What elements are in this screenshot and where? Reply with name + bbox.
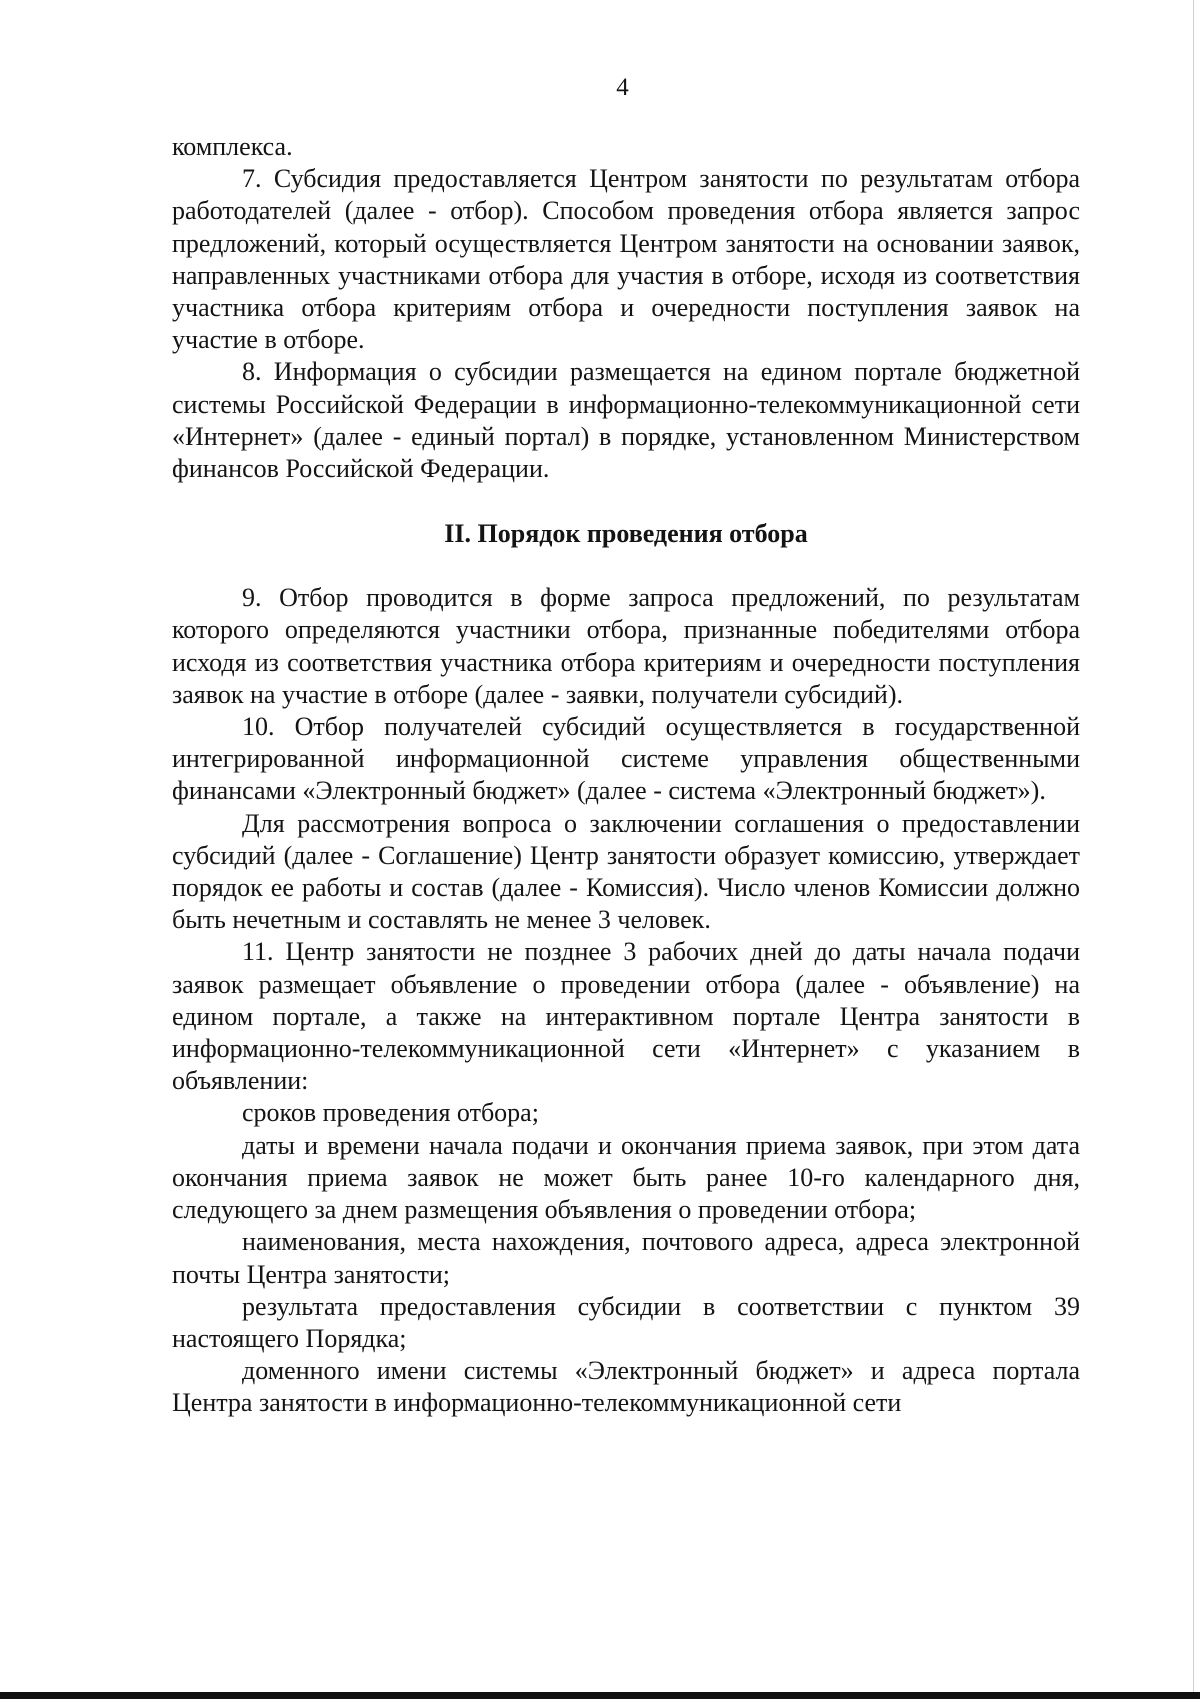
paragraph-11: 11. Центр занятости не позднее 3 рабочих дней до даты начала подачи заявок размещает объявление о проведении отбора (далее - объявление) на едином портале, а также на интерактивном портале Центра занятости в информационно-телекоммуникационной сети «Интернет» с указанием в объявлении: [172,937,1080,1096]
page-number: 4 [616,74,629,101]
list-item-address: наименования, места нахождения, почтового адреса, адреса электронной почты Центра занятости; [172,1227,1080,1289]
scan-edge-line [1193,0,1194,1699]
section-heading: II. Порядок проведения отбора [444,519,808,549]
paragraph-continuation: комплекса. [172,132,293,161]
list-item-domain: доменного имени системы «Электронный бюджет» и адреса портала Центра занятости в информационно-телекоммуникационной сети [172,1356,1080,1418]
paragraph-8: 8. Информация о субсидии размещается на едином портале бюджетной системы Российской Федерации в информационно-телекоммуникационной сети «Интернет» (далее - единый портал) в порядке, установленном Министерством финансов Российской Федерации. [172,357,1080,484]
scan-bottom-border [0,1692,1200,1699]
list-item-dates: даты и времени начала подачи и окончания приема заявок, при этом дата окончания приема заявок не может быть ранее 10-го календарного дня, следующего за днем размещения объявления о проведении отбора; [172,1130,1080,1225]
list-item-terms: сроков проведения отбора; [242,1098,539,1128]
paragraph-7: 7. Субсидия предоставляется Центром занятости по результатам отбора работодателей (далее - отбор). Способом проведения отбора является запрос предложений, который осуществляется Центром занятости на основании заявок, направленных участниками отбора для участия в отборе, исходя из соответствия участника отбора критериям отбора и очередности поступления заявок на участие в отборе. [172,164,1080,355]
list-item-result: результата предоставления субсидии в соответствии с пунктом 39 настоящего Порядка; [172,1291,1080,1353]
document-body [172,131,1080,1420]
paragraph-commission: Для рассмотрения вопроса о заключении соглашения о предоставлении субсидий (далее - Соглашение) Центр занятости образует комиссию, утверждает порядок ее работы и состав (далее - Комиссия). Число членов Комиссии должно быть нечетным и составлять не менее 3 человек. [172,808,1080,935]
paragraph-9: 9. Отбор проводится в форме запроса предложений, по результатам которого определяются участники отбора, признанные победителями отбора исходя из соответствия участника отбора критериям и очередности поступления заявок на участие в отборе (далее - заявки, получатели субсидий). [172,583,1080,709]
paragraph-10: 10. Отбор получателей субсидий осуществляется в государственной интегрированной информационной системе управления общественными финансами «Электронный бюджет» (далее - система «Электронный бюджет»). [172,712,1080,806]
